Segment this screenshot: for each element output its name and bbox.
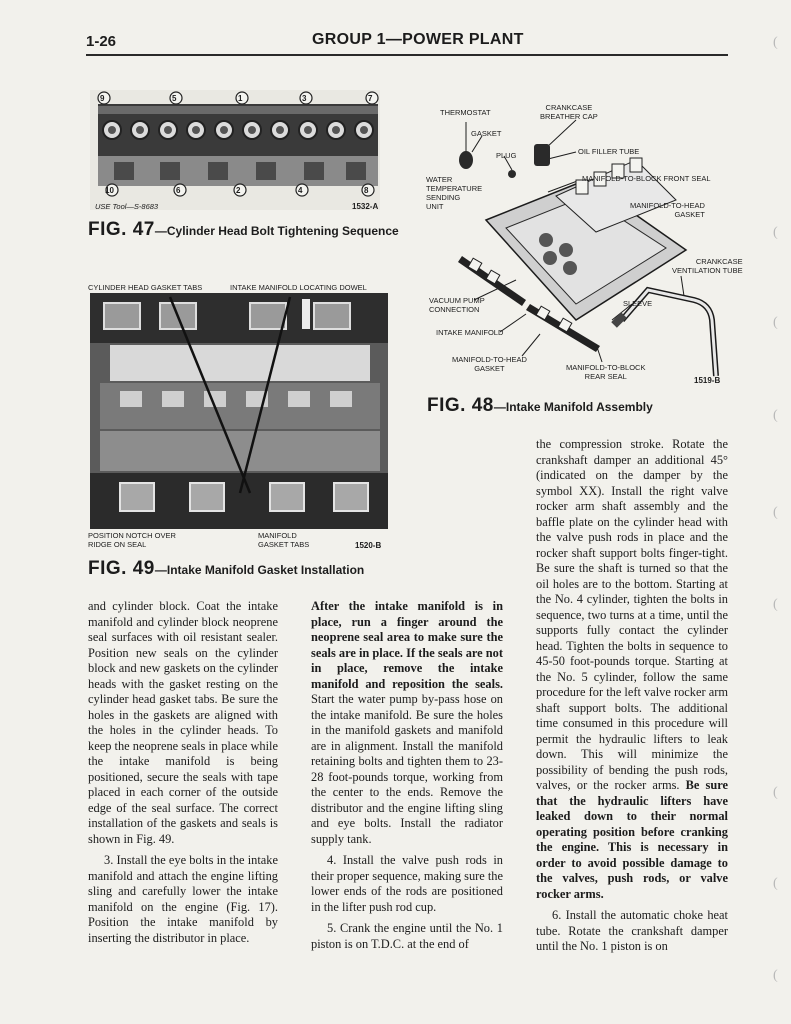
text-column-2 [311,599,503,952]
paragraph: and cylinder block. Coat the intake manifold and cylinder block neoprene seal surfaces with oil resistant sealer. Position new seals on the cylinder block and new gaskets on the cylinder heads with the gasket resting on the cylinder head gasket tabs. Be sure the holes in the gaskets are aligned with the holes in the cylinder heads. To keep the neoprene seals in place while the intake manifold is being positioned, secure the seals with tape placed in each corner of the outside edge of the seal surface. The correct installation of the gaskets and seals is shown in Fig. 49. [88,599,278,846]
margin-mark: ( [773,408,778,423]
fig48-label-head-gasket-bottom: MANIFOLD-TO-HEAD GASKET [452,355,527,373]
fig49-caption-number: FIG. 49 [88,558,155,579]
bolt-seq-4: 4 [298,186,303,195]
fig49-photo [90,293,388,529]
fig47-code: 1532-A [352,202,379,211]
fig48-label-breather-cap: CRANKCASE BREATHER CAP [540,103,598,121]
fig49-label-manifold-gasket-tabs: MANIFOLD GASKET TABS [258,531,310,549]
bolt-seq-1: 1 [238,94,243,103]
paragraph-step-6: 6. Install the automatic choke heat tube. Rotate the crankshaft damper until the No. 1 piston is on [536,908,728,953]
paragraph: After the intake manifold is in place, run a finger around the neoprene seal area to make sure the seals are in place. If the seals are not in place, remove the intake manifold and reposition the seals. Start the water pump by-pass hose on the intake manifold. Be sure the holes in the manifold gaskets and manifold are in alignment. Install the manifold retaining bolts and tighten them to 23-28 foot-pounds torque, working from the center to the ends. Remove the distributor and the engine lifting sling and eye bolts. Install the radiator supply tank. [311,599,503,846]
header-rule [86,54,728,56]
page-title: GROUP 1—POWER PLANT [312,31,524,48]
fig47-caption-number: FIG. 47 [88,219,155,240]
fig47-photo [90,90,380,210]
bolt-seq-7: 7 [368,94,373,103]
cylinder-head-illustration [90,90,380,210]
text-column-1 [88,599,278,946]
text-column-3 [536,437,728,955]
fig48-label-ventilation-tube: CRANKCASE VENTILATION TUBE [672,257,743,275]
fig48-label-intake-manifold: INTAKE MANIFOLD [436,328,504,337]
fig48-label-water-temp-unit: WATER TEMPERATURE SENDING UNIT [426,175,483,211]
bold-warning: Be sure that the hydraulic lifters have leaked down to their normal operating position before cranking the engine. This is necessary in order to avoid possible damage to the valves, push rods, or valve rocker arms. [536,778,728,901]
fig48-caption-number: FIG. 48 [427,395,494,416]
paragraph-step-5: 5. Crank the engine until the No. 1 piston is on T.D.C. at the end of [311,921,503,951]
fig47-caption [88,219,399,241]
bolt-seq-5: 5 [172,94,177,103]
margin-mark: ( [773,505,778,520]
margin-mark: ( [773,315,778,330]
margin-mark: ( [773,597,778,612]
paragraph-step-3: 3. Install the eye bolts in the intake manifold and attach the engine lifting sling and carefully lower the intake manifold on the engine (Fig. 17). Position the intake manifold by inserting the distributor in place. [88,853,278,945]
fig49-label-position-notch: POSITION NOTCH OVER RIDGE ON SEAL [88,531,176,549]
margin-mark: ( [773,968,778,983]
fig49-code: 1520-B [355,541,382,550]
engine-block-illustration [90,293,388,529]
fig48-label-front-seal: MANIFOLD-TO-BLOCK FRONT SEAL [582,174,711,183]
page-number: 1-26 [86,33,117,50]
fig48-label-thermostat: THERMOSTAT [440,108,491,117]
fig48-label-oil-filler-tube: OIL FILLER TUBE [578,147,640,156]
fig48-label-sleeve: SLEEVE [623,299,653,308]
margin-mark: ( [773,225,778,240]
intake-manifold-illustration [426,100,762,392]
fig48-label-head-gasket-right: MANIFOLD-TO-HEAD GASKET [630,201,705,219]
bold-warning: After the intake manifold is in place, run a finger around the neoprene seal area to make sure the seals are in place. If the seals are not in place, remove the intake manifold and reposition the seals. [311,599,503,691]
margin-mark: ( [773,785,778,800]
paragraph-step-4: 4. Install the valve push rods in their proper sequence, making sure the lower ends of the rods are positioned in the lifter push rod cup. [311,853,503,914]
fig47-caption-text: —Cylinder Head Bolt Tightening Sequence [154,224,399,238]
fig48-label-plug: PLUG [496,151,517,160]
bolt-seq-9: 9 [100,94,105,103]
bolt-seq-3: 3 [302,94,307,103]
fig48-code: 1519-B [694,376,721,385]
paragraph: the compression stroke. Rotate the crankshaft damper an additional 45° (indicated on the damper by the symbol XX). Install the right valve rocker arm shaft assembly and the baffle plate on the cylinder head with the valve push rods in place and the rocker shaft support bolts finger-tight. Be sure the shaft is turned so that the oil holes are to the bottom. Starting at the No. 4 cylinder, tighten the bolts in sequence, two turns at a time, until the supports fully contact the cylinder head. Tighten the bolts in sequence to 45-50 foot-pounds torque. Starting at the No. 5 cylinder, follow the same procedure for the left valve rocker arm shaft support bolts. The additional time consumed in this procedure will permit the hydraulic lifters to leak down. This will minimize the possibility of bending the push rods, valves, or the rocker arms. Be sure that the hydraulic lifters have leaked down to their normal operating position before cranking the engine. This is necessary in order to avoid possible damage to the valves, push rods, or valve rocker arms. [536,437,728,901]
bolt-seq-8: 8 [364,186,369,195]
fig48-label-gasket: GASKET [471,129,502,138]
bolt-seq-6: 6 [176,186,181,195]
fig48-caption [427,395,653,417]
fig48-caption-text: —Intake Manifold Assembly [493,400,653,414]
fig49-caption-text: —Intake Manifold Gasket Installation [154,563,365,577]
fig49-label-locating-dowel: INTAKE MANIFOLD LOCATING DOWEL [230,283,367,292]
fig48-drawing [426,100,762,392]
fig48-label-rear-seal: MANIFOLD-TO-BLOCK REAR SEAL [566,363,646,381]
bolt-seq-10: 10 [105,186,114,195]
margin-mark: ( [773,35,778,50]
fig49-label-gasket-tabs: CYLINDER HEAD GASKET TABS [88,283,203,292]
fig47-tool-label: USE Tool—S-8683 [95,202,159,211]
bolt-seq-2: 2 [236,186,241,195]
margin-mark: ( [773,876,778,891]
fig48-label-vacuum-pump: VACUUM PUMP CONNECTION [429,296,485,314]
fig49-caption [88,558,364,580]
